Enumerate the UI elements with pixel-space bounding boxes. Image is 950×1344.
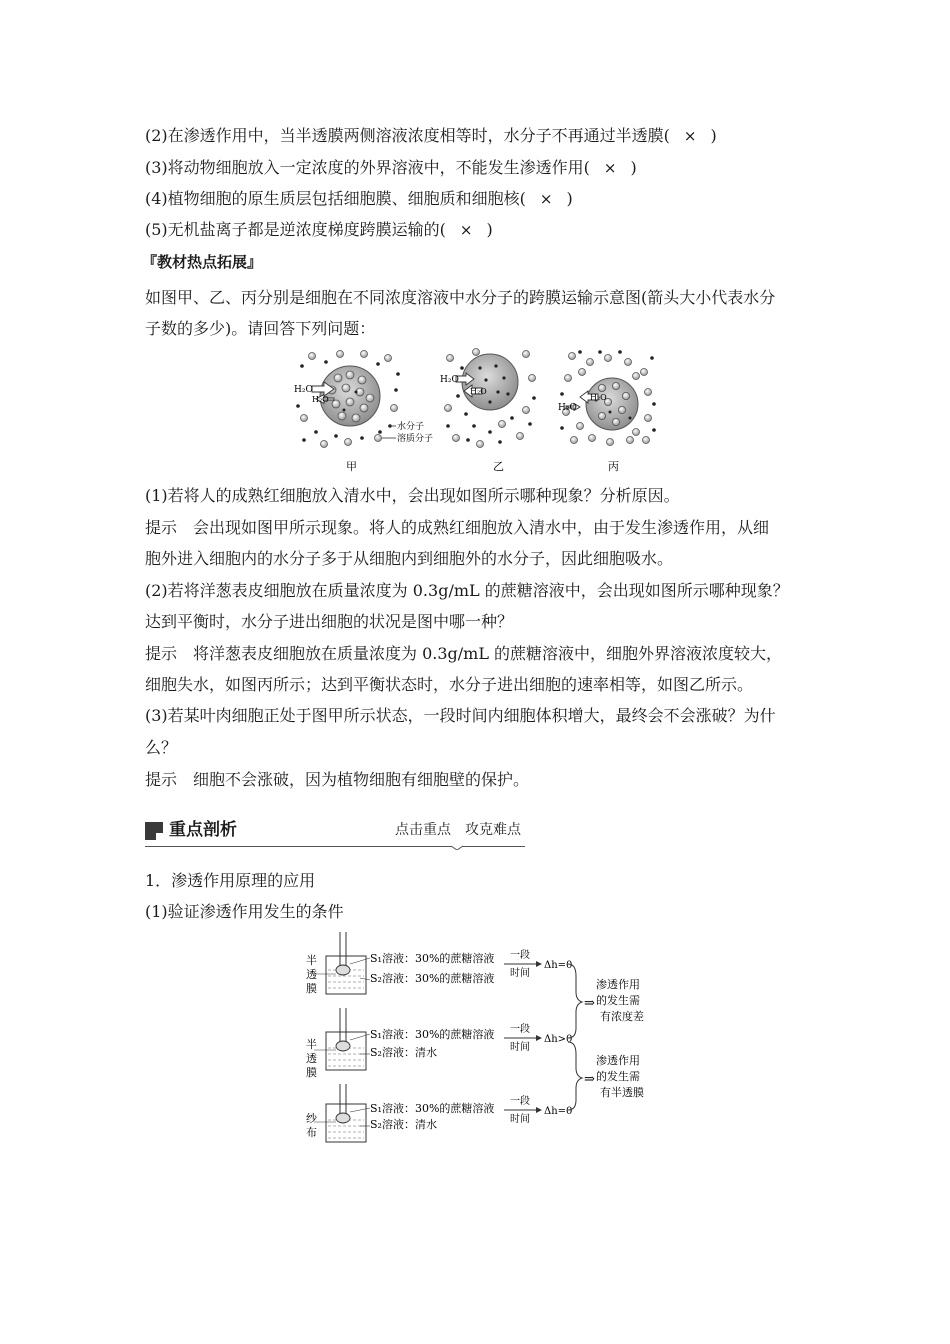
legend-water: 水分子 [397, 422, 425, 432]
svg-text:Δh=0: Δh=0 [544, 1106, 573, 1117]
h2o-label: H₂O [590, 393, 607, 402]
section-subtitle: 点击重点 攻克难点 [395, 822, 521, 838]
svg-text:渗透作用: 渗透作用 [596, 1054, 640, 1067]
svg-text:S₂溶液：清水: S₂溶液：清水 [370, 1046, 437, 1059]
svg-text:有半透膜: 有半透膜 [600, 1086, 644, 1099]
judgement-item-4: (4)植物细胞的原生质层包括细胞膜、细胞质和细胞核( × ) [145, 189, 573, 208]
svg-text:有浓度差: 有浓度差 [600, 1010, 644, 1023]
label-jia: 甲 [346, 460, 357, 473]
intro-line-1: 如图甲、乙、丙分别是细胞在不同浓度溶液中水分子的跨膜运输示意图(箭头大小代表水分 [145, 288, 776, 307]
point-1-subtitle: (1)验证渗透作用发生的条件 [145, 902, 344, 921]
section-tag: 『教材热点拓展』 [142, 253, 263, 271]
point-1-title: 1．渗透作用原理的应用 [145, 871, 316, 890]
question-3-line-2: 么？ [145, 738, 178, 757]
svg-text:一段: 一段 [510, 1096, 530, 1107]
h2o-label: H₂O [312, 395, 329, 404]
osmosis-experiment-diagram [300, 928, 660, 1158]
question-2-line-1: (2)若将洋葱表皮细胞放在质量浓度为 0.3g/mL 的蔗糖溶液中，会出现如图所示哪种现象？ [145, 581, 789, 600]
svg-text:S₂溶液：30%的蔗糖溶液: S₂溶液：30%的蔗糖溶液 [370, 972, 495, 985]
section-square-icon [145, 822, 163, 840]
svg-text:时间: 时间 [510, 1042, 530, 1053]
label-bing: 丙 [608, 460, 619, 473]
h2o-label: H₂O [440, 375, 459, 385]
svg-text:时间: 时间 [510, 1114, 530, 1125]
cell-bing [558, 350, 656, 473]
svg-text:S₁溶液：30%的蔗糖溶液: S₁溶液：30%的蔗糖溶液 [370, 952, 495, 965]
svg-text:的发生需: 的发生需 [596, 994, 640, 1007]
svg-text:一段: 一段 [510, 950, 530, 961]
svg-text:纱: 纱 [306, 1112, 317, 1125]
cell-jia [294, 351, 433, 474]
svg-text:膜: 膜 [306, 1066, 317, 1079]
cell-yi [440, 349, 536, 474]
svg-text:布: 布 [306, 1126, 317, 1139]
funnel [336, 1041, 350, 1051]
svg-text:透: 透 [306, 968, 317, 981]
funnel [336, 965, 350, 975]
brace-bottom [568, 1042, 582, 1110]
question-3-line-1: (3)若某叶肉细胞正处于图甲所示状态，一段时间内细胞体积增大，最终会不会涨破？为什 [145, 706, 776, 725]
section-divider [145, 846, 525, 847]
experiment-row-2 [306, 1008, 572, 1079]
svg-text:的发生需: 的发生需 [596, 1070, 640, 1083]
svg-text:一段: 一段 [510, 1024, 530, 1035]
funnel [336, 1113, 350, 1123]
svg-text:Δh=0: Δh=0 [544, 960, 573, 971]
answer-2-line-1: 提示 将洋葱表皮细胞放在质量浓度为 0.3g/mL 的蔗糖溶液中，细胞外界溶液浓度较大， [145, 644, 783, 663]
svg-text:半: 半 [306, 954, 317, 967]
divider-notch [451, 842, 463, 850]
svg-text:时间: 时间 [510, 968, 530, 979]
experiment-row-1 [306, 932, 572, 995]
implies-arrow: ⇒ [584, 1072, 595, 1087]
cross-mark: × [683, 127, 697, 145]
question-2-line-2: 达到平衡时，水分子进出细胞的状况是图中哪一种？ [145, 612, 514, 631]
svg-text:Δh>0: Δh>0 [544, 1034, 573, 1045]
svg-text:S₁溶液：30%的蔗糖溶液: S₁溶液：30%的蔗糖溶液 [370, 1102, 495, 1115]
h2o-label: H₂O [294, 385, 313, 395]
answer-2-line-2: 细胞失水，如图丙所示；达到平衡状态时，水分子进出细胞的速率相等，如图乙所示。 [145, 675, 754, 694]
answer-1-line-2: 胞外进入细胞内的水分子多于从细胞内到细胞外的水分子，因此细胞吸水。 [145, 549, 674, 568]
svg-text:透: 透 [306, 1052, 317, 1065]
svg-text:渗透作用: 渗透作用 [596, 978, 640, 991]
label-yi: 乙 [493, 460, 504, 473]
cross-mark: × [539, 190, 553, 208]
question-1: (1)若将人的成熟红细胞放入清水中，会出现如图所示哪种现象？分析原因。 [145, 486, 680, 505]
water-transport-figure [290, 348, 670, 476]
answer-1-line-1: 提示 会出现如图甲所示现象。将人的成熟红细胞放入清水中，由于发生渗透作用，从细 [145, 518, 770, 537]
h2o-label: H₂O [558, 403, 577, 413]
answer-3: 提示 细胞不会涨破，因为植物细胞有细胞壁的保护。 [145, 770, 530, 789]
experiment-row-3 [306, 1084, 572, 1142]
judgement-item-5: (5)无机盐离子都是逆浓度梯度跨膜运输的( × ) [145, 220, 493, 239]
h2o-label: H₂O [470, 387, 487, 396]
brace-top [568, 964, 582, 1038]
svg-text:膜: 膜 [306, 982, 317, 995]
cross-mark: × [459, 221, 473, 239]
section-heading [145, 818, 525, 848]
svg-text:S₂溶液：清水: S₂溶液：清水 [370, 1118, 437, 1131]
svg-text:S₁溶液：30%的蔗糖溶液: S₁溶液：30%的蔗糖溶液 [370, 1028, 495, 1041]
judgement-item-3: (3)将动物细胞放入一定浓度的外界溶液中，不能发生渗透作用( × ) [145, 158, 637, 177]
judgement-item-2: (2)在渗透作用中，当半透膜两侧溶液浓度相等时，水分子不再通过半透膜( × ) [145, 126, 717, 145]
legend-solute: 溶质分子 [397, 434, 434, 444]
intro-line-2: 子数的多少)。请回答下列问题： [145, 319, 376, 338]
svg-text:半: 半 [306, 1038, 317, 1051]
implies-arrow: ⇒ [584, 996, 595, 1011]
cross-mark: × [603, 159, 617, 177]
section-title: 重点剖析 [169, 820, 237, 840]
